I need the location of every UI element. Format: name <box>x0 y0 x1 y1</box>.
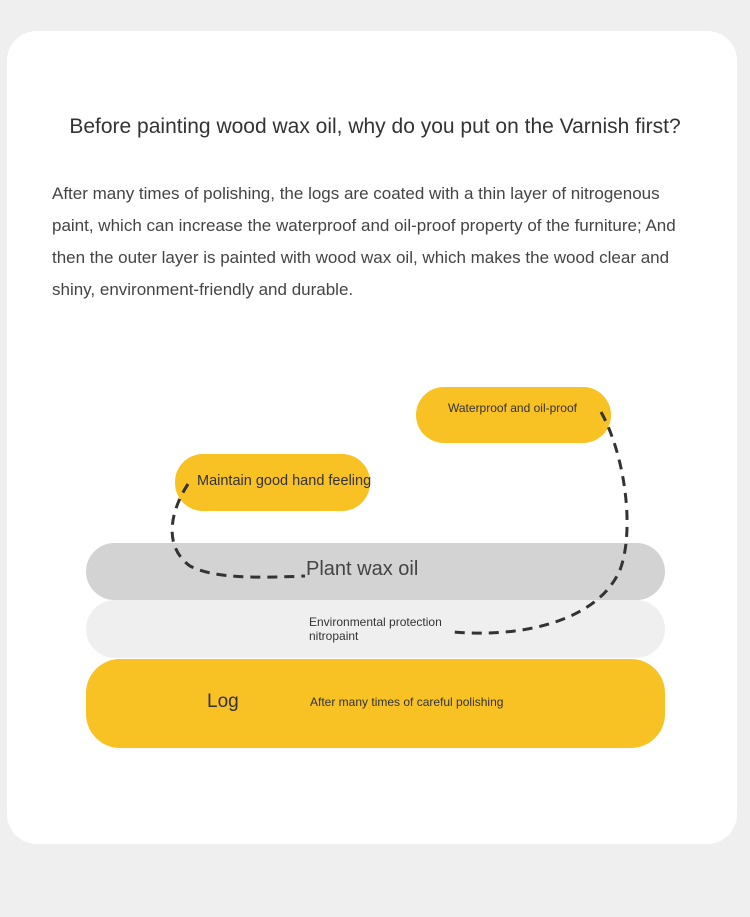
layer-log-note: After many times of careful polishing <box>310 695 504 709</box>
callout-waterproof-label: Waterproof and oil-proof <box>448 401 577 415</box>
page-title: Before painting wood wax oil, why do you put on the Varnish first? <box>69 115 681 138</box>
description-paragraph: After many times of polishing, the logs are coated with a thin layer of nitrogenous paint, which can increase the waterproof and oil-proof property of the furniture; And then the outer layer is painted with wood wax oil, which makes the wood clear and shiny, environment-friendly and durable. <box>52 184 676 299</box>
layer-nitropaint-label: Environmental protection nitropaint <box>309 615 442 643</box>
callout-hand-feeling-label: Maintain good hand feeling <box>197 473 372 489</box>
connector-waterproof <box>453 412 627 633</box>
layer-log-label: Log <box>207 691 239 712</box>
connector-hand-feeling <box>172 484 305 577</box>
layer-plant-wax-oil-label: Plant wax oil <box>306 558 419 580</box>
